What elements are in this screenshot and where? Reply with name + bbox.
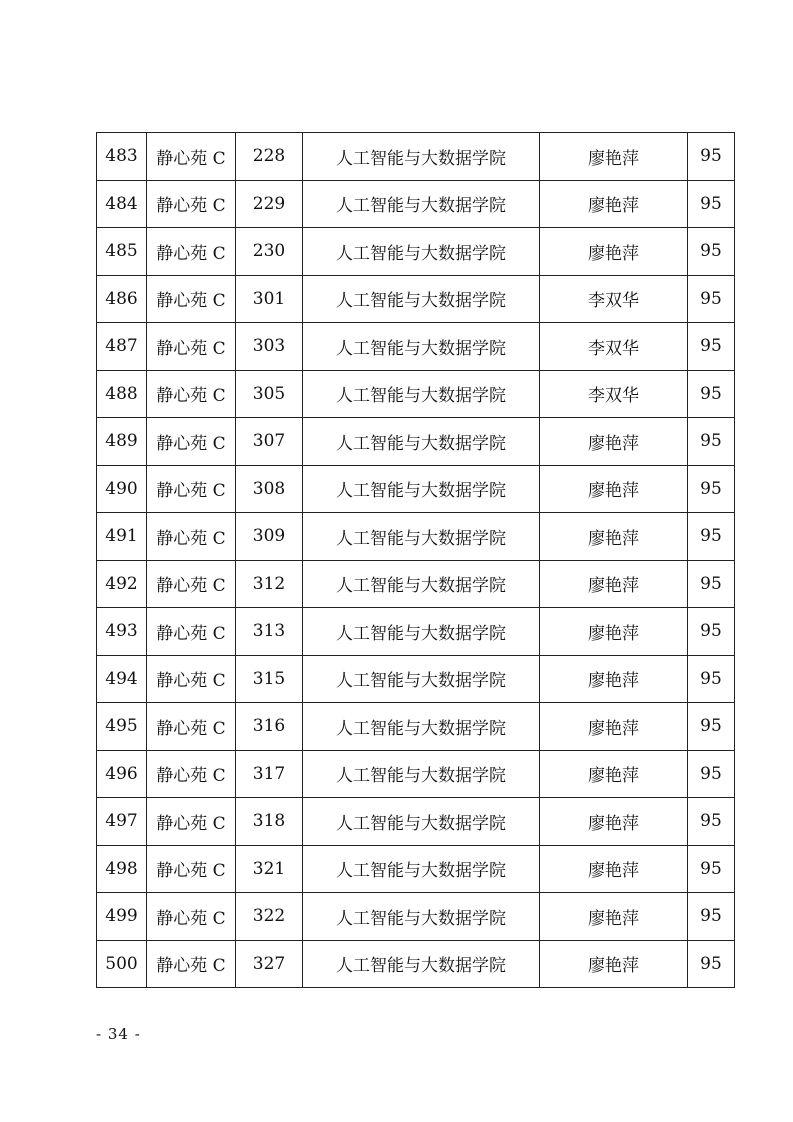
building-cell: 静心苑 C: [147, 133, 236, 181]
counselor-cell: 李双华: [540, 275, 688, 323]
building-cell: 静心苑 C: [147, 703, 236, 751]
score-cell: 95: [688, 893, 735, 941]
counselor-cell: 李双华: [540, 370, 688, 418]
row-number-cell: 491: [97, 513, 147, 561]
score-cell: 95: [688, 703, 735, 751]
room-cell: 321: [236, 845, 303, 893]
college-cell: 人工智能与大数据学院: [303, 133, 540, 181]
table-row: [97, 228, 735, 276]
row-number-cell: 492: [97, 560, 147, 608]
building-cell: 静心苑 C: [147, 323, 236, 371]
table-row: [97, 940, 735, 988]
table-body: [97, 133, 735, 988]
college-cell: 人工智能与大数据学院: [303, 940, 540, 988]
counselor-cell: 廖艳萍: [540, 133, 688, 181]
counselor-cell: 廖艳萍: [540, 798, 688, 846]
college-cell: 人工智能与大数据学院: [303, 798, 540, 846]
row-number-cell: 484: [97, 180, 147, 228]
dormitory-score-table: [96, 132, 735, 988]
college-cell: 人工智能与大数据学院: [303, 893, 540, 941]
room-cell: 327: [236, 940, 303, 988]
table-row: [97, 750, 735, 798]
counselor-cell: 廖艳萍: [540, 513, 688, 561]
counselor-cell: 廖艳萍: [540, 750, 688, 798]
score-cell: 95: [688, 750, 735, 798]
row-number-cell: 489: [97, 418, 147, 466]
counselor-cell: 李双华: [540, 323, 688, 371]
room-cell: 315: [236, 655, 303, 703]
counselor-cell: 廖艳萍: [540, 893, 688, 941]
room-cell: 229: [236, 180, 303, 228]
table-row: [97, 560, 735, 608]
counselor-cell: 廖艳萍: [540, 703, 688, 751]
score-cell: 95: [688, 798, 735, 846]
building-cell: 静心苑 C: [147, 893, 236, 941]
row-number-cell: 487: [97, 323, 147, 371]
score-cell: 95: [688, 133, 735, 181]
building-cell: 静心苑 C: [147, 560, 236, 608]
row-number-cell: 495: [97, 703, 147, 751]
score-cell: 95: [688, 513, 735, 561]
counselor-cell: 廖艳萍: [540, 655, 688, 703]
row-number-cell: 500: [97, 940, 147, 988]
table-row: [97, 465, 735, 513]
college-cell: 人工智能与大数据学院: [303, 370, 540, 418]
row-number-cell: 497: [97, 798, 147, 846]
table-row: [97, 845, 735, 893]
table-row: [97, 608, 735, 656]
college-cell: 人工智能与大数据学院: [303, 608, 540, 656]
room-cell: 322: [236, 893, 303, 941]
room-cell: 301: [236, 275, 303, 323]
score-cell: 95: [688, 465, 735, 513]
room-cell: 230: [236, 228, 303, 276]
table-row: [97, 323, 735, 371]
table-row: [97, 370, 735, 418]
room-cell: 312: [236, 560, 303, 608]
row-number-cell: 499: [97, 893, 147, 941]
college-cell: 人工智能与大数据学院: [303, 845, 540, 893]
room-cell: 308: [236, 465, 303, 513]
building-cell: 静心苑 C: [147, 798, 236, 846]
row-number-cell: 485: [97, 228, 147, 276]
building-cell: 静心苑 C: [147, 655, 236, 703]
college-cell: 人工智能与大数据学院: [303, 560, 540, 608]
room-cell: 303: [236, 323, 303, 371]
score-cell: 95: [688, 275, 735, 323]
college-cell: 人工智能与大数据学院: [303, 418, 540, 466]
score-cell: 95: [688, 845, 735, 893]
room-cell: 228: [236, 133, 303, 181]
table-row: [97, 655, 735, 703]
college-cell: 人工智能与大数据学院: [303, 703, 540, 751]
college-cell: 人工智能与大数据学院: [303, 228, 540, 276]
table-row: [97, 703, 735, 751]
row-number-cell: 496: [97, 750, 147, 798]
building-cell: 静心苑 C: [147, 465, 236, 513]
score-cell: 95: [688, 940, 735, 988]
building-cell: 静心苑 C: [147, 750, 236, 798]
score-cell: 95: [688, 418, 735, 466]
room-cell: 309: [236, 513, 303, 561]
row-number-cell: 483: [97, 133, 147, 181]
score-cell: 95: [688, 370, 735, 418]
row-number-cell: 488: [97, 370, 147, 418]
counselor-cell: 廖艳萍: [540, 940, 688, 988]
building-cell: 静心苑 C: [147, 940, 236, 988]
counselor-cell: 廖艳萍: [540, 228, 688, 276]
counselor-cell: 廖艳萍: [540, 608, 688, 656]
row-number-cell: 498: [97, 845, 147, 893]
table-row: [97, 418, 735, 466]
row-number-cell: 486: [97, 275, 147, 323]
score-cell: 95: [688, 323, 735, 371]
building-cell: 静心苑 C: [147, 180, 236, 228]
building-cell: 静心苑 C: [147, 845, 236, 893]
building-cell: 静心苑 C: [147, 608, 236, 656]
score-cell: 95: [688, 608, 735, 656]
table-row: [97, 798, 735, 846]
building-cell: 静心苑 C: [147, 513, 236, 561]
room-cell: 318: [236, 798, 303, 846]
room-cell: 317: [236, 750, 303, 798]
college-cell: 人工智能与大数据学院: [303, 655, 540, 703]
building-cell: 静心苑 C: [147, 418, 236, 466]
room-cell: 316: [236, 703, 303, 751]
table-row: [97, 275, 735, 323]
college-cell: 人工智能与大数据学院: [303, 750, 540, 798]
table-row: [97, 180, 735, 228]
counselor-cell: 廖艳萍: [540, 418, 688, 466]
building-cell: 静心苑 C: [147, 228, 236, 276]
table-row: [97, 893, 735, 941]
table-row: [97, 133, 735, 181]
room-cell: 305: [236, 370, 303, 418]
score-cell: 95: [688, 228, 735, 276]
room-cell: 313: [236, 608, 303, 656]
building-cell: 静心苑 C: [147, 370, 236, 418]
page-number: - 34 -: [96, 1025, 141, 1043]
counselor-cell: 廖艳萍: [540, 845, 688, 893]
counselor-cell: 廖艳萍: [540, 465, 688, 513]
college-cell: 人工智能与大数据学院: [303, 180, 540, 228]
counselor-cell: 廖艳萍: [540, 180, 688, 228]
row-number-cell: 490: [97, 465, 147, 513]
row-number-cell: 494: [97, 655, 147, 703]
counselor-cell: 廖艳萍: [540, 560, 688, 608]
score-cell: 95: [688, 180, 735, 228]
building-cell: 静心苑 C: [147, 275, 236, 323]
score-cell: 95: [688, 560, 735, 608]
college-cell: 人工智能与大数据学院: [303, 465, 540, 513]
table-row: [97, 513, 735, 561]
score-cell: 95: [688, 655, 735, 703]
college-cell: 人工智能与大数据学院: [303, 275, 540, 323]
room-cell: 307: [236, 418, 303, 466]
college-cell: 人工智能与大数据学院: [303, 323, 540, 371]
college-cell: 人工智能与大数据学院: [303, 513, 540, 561]
row-number-cell: 493: [97, 608, 147, 656]
